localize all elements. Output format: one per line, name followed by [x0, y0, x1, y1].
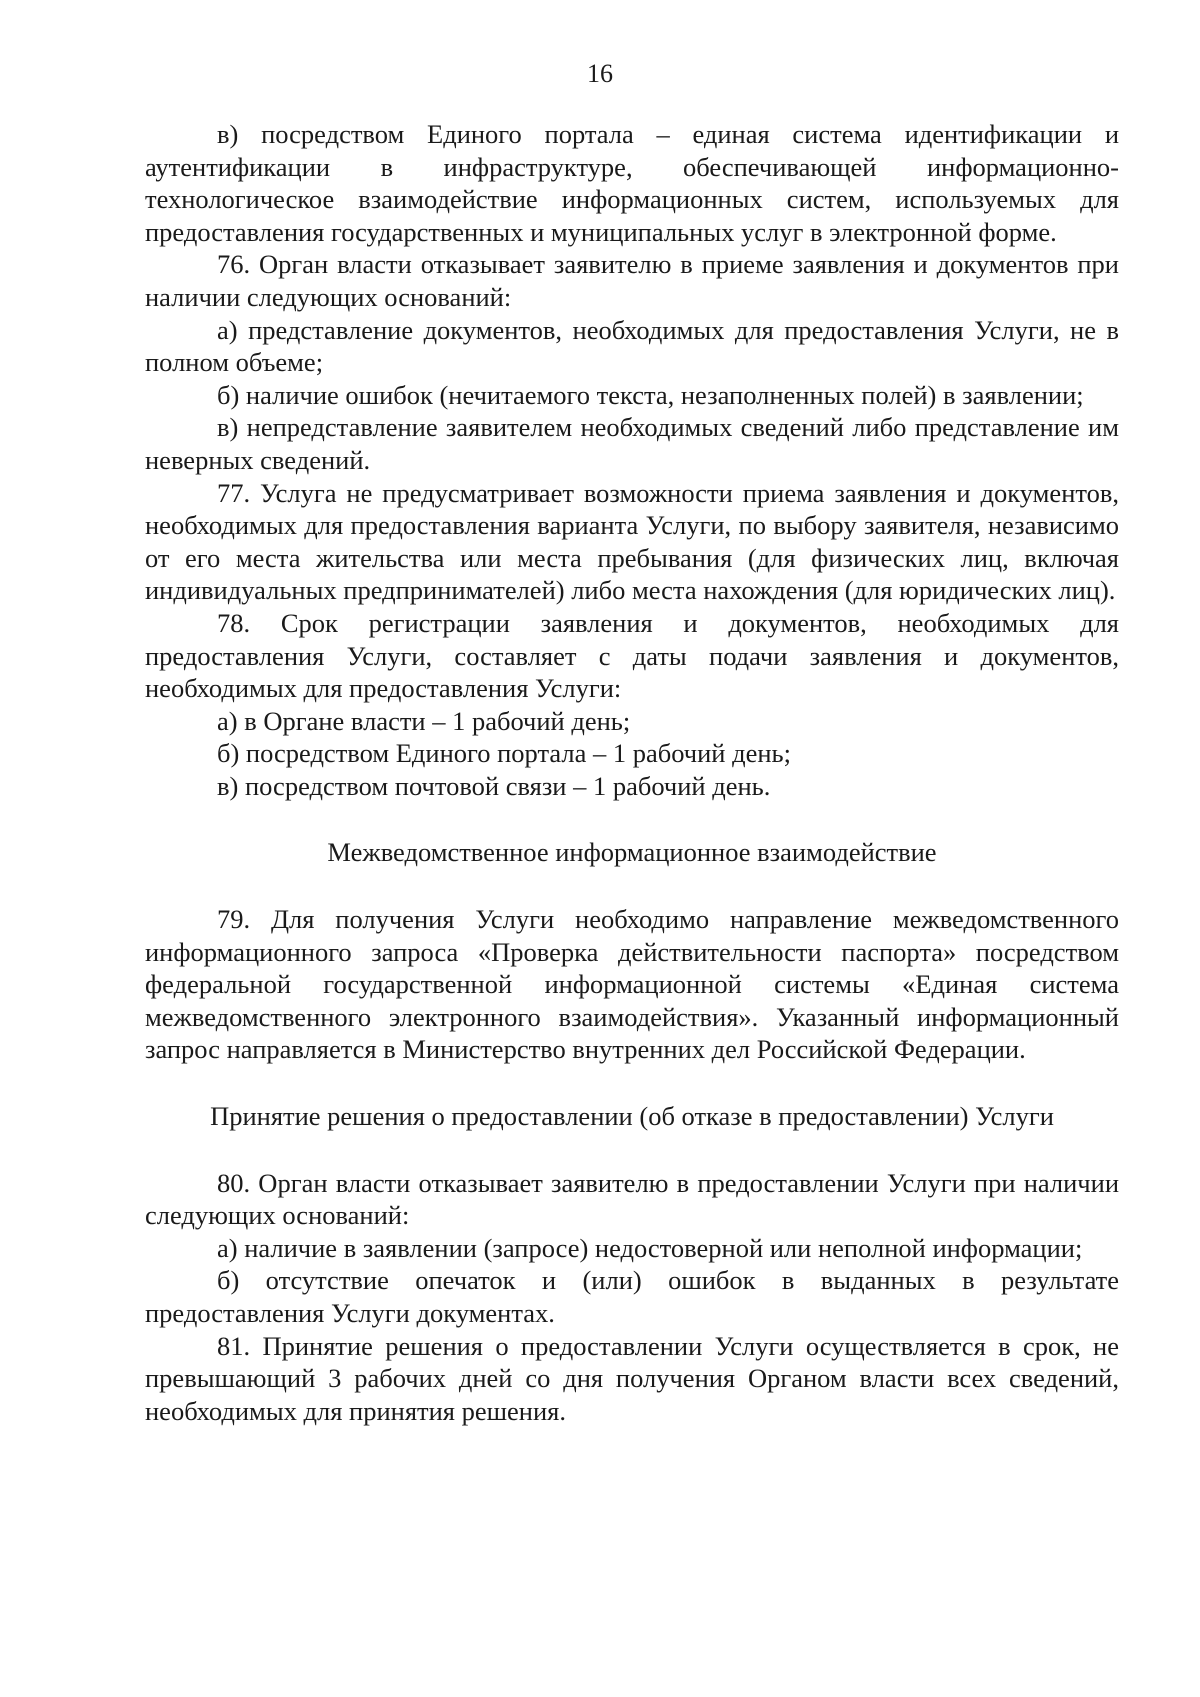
paragraph-78b: б) посредством Единого портала – 1 рабочий день; — [217, 738, 791, 769]
paragraph-77: 77. Услуга не предусматривает возможности приема заявления и документов, необходимых для предоставления варианта Услуги, по выбору заявителя, независимо от его места жительства или места пребывания (для физических лиц, включая индивидуальных предпринимателей) либо места нахождения (для юридических лиц). — [145, 477, 1119, 606]
document-body — [145, 118, 1119, 1427]
paragraph-79: 79. Для получения Услуги необходимо направление межведомственного информационного запроса «Проверка действительности паспорта» посредством федеральной государственной информационной системы «Единая система межведомственного электронного взаимодействия». Указанный информационный запрос направляется в Министерство внутренних дел Российской Федерации. — [145, 904, 1119, 1065]
paragraph-78v: в) посредством почтовой связи – 1 рабочий день. — [217, 770, 771, 801]
paragraph-78: 78. Срок регистрации заявления и документов, необходимых для предоставления Услуги, составляет с даты подачи заявления и документов, необходимых для предоставления Услуги: — [145, 607, 1119, 704]
paragraph-81: 81. Принятие решения о предоставлении Услуги осуществляется в срок, не превышающий 3 рабочих дней со дня получения Органом власти всех сведений, необходимых для принятия решения. — [145, 1330, 1119, 1426]
paragraph-78a: а) в Органе власти – 1 рабочий день; — [217, 705, 631, 736]
paragraph-76: 76. Орган власти отказывает заявителю в приеме заявления и документов при наличии следующих оснований: — [145, 249, 1119, 312]
paragraph-76a: а) представление документов, необходимых для предоставления Услуги, не в полном объеме; — [145, 314, 1119, 378]
section-heading-decision: Принятие решения о предоставлении (об отказе в предоставлении) Услуги — [210, 1101, 1054, 1132]
paragraph-76v: в) непредставление заявителем необходимых сведений либо представление им неверных сведений. — [145, 412, 1119, 475]
paragraph-80b: б) отсутствие опечаток и (или) ошибок в выданных в результате предоставления Услуги документах. — [145, 1265, 1119, 1328]
page-number: 16 — [587, 59, 613, 88]
section-heading-interagency: Межведомственное информационное взаимодействие — [327, 837, 937, 868]
paragraph-76b: б) наличие ошибок (нечитаемого текста, незаполненных полей) в заявлении; — [217, 379, 1084, 410]
paragraph-80a: а) наличие в заявлении (запросе) недостоверной или неполной информации; — [217, 1232, 1083, 1263]
paragraph-80: 80. Орган власти отказывает заявителю в предоставлении Услуги при наличии следующих оснований: — [145, 1167, 1119, 1231]
paragraph-75v: в) посредством Единого портала – единая система идентификации и аутентификации в инфраструктуре, обеспечивающей информационно-технологическое взаимодействие информационных систем, используемых для предоставления государственных и муниципальных услуг в электронной форме. — [145, 119, 1119, 247]
